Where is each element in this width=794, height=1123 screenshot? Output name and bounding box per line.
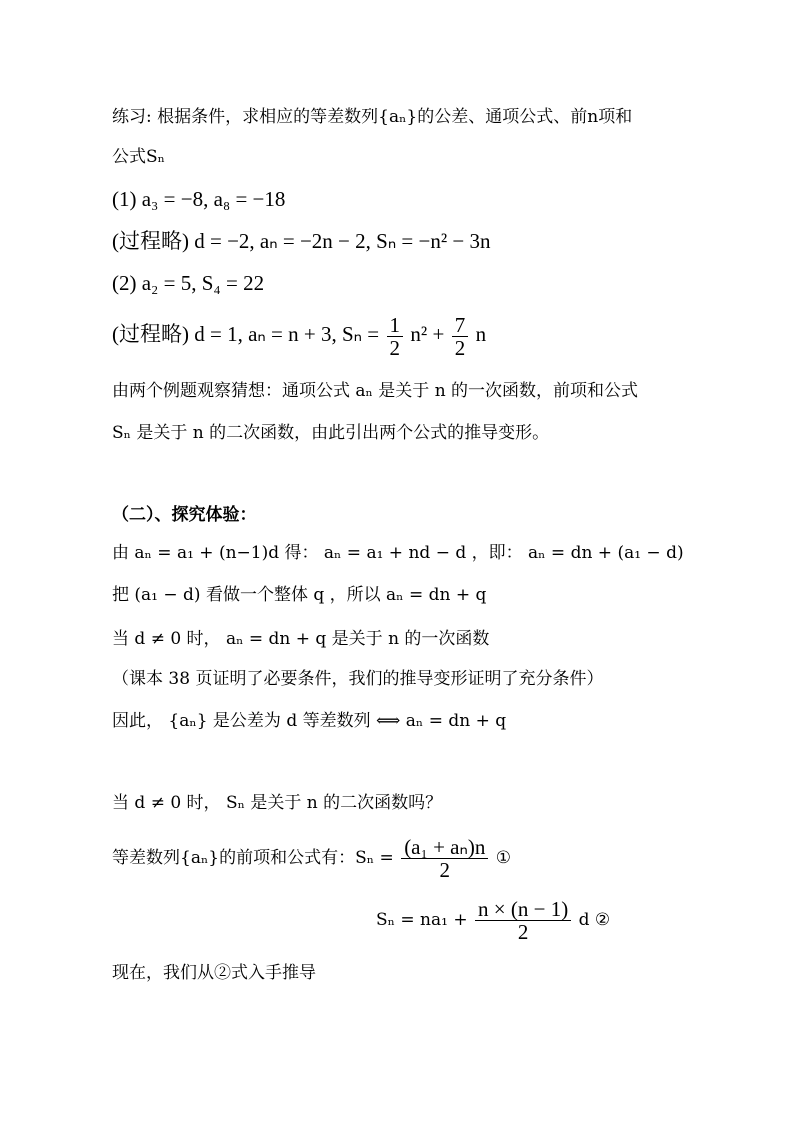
sum-formula-1-prefix: 等差数列{aₙ}的前项和公式有：Sₙ = xyxy=(112,848,394,868)
textbook-note: （课本 38 页证明了必要条件，我们的推导变形证明了充分条件） xyxy=(112,669,604,689)
exercise-1-answer xyxy=(112,228,491,256)
exercise-2-answer-tail: n xyxy=(475,322,487,346)
conclusion-line: 因此， {aₙ} 是公差为 d 等差数列 ⟺ aₙ = dn + q xyxy=(112,711,507,731)
exercise-1-given xyxy=(112,186,285,214)
conjecture-paragraph: 由两个例题观察猜想：通项公式 aₙ 是关于 n 的一次函数，前项和公式 xyxy=(112,381,639,401)
fraction-one-half: $\frac{1}{2}$ xyxy=(387,314,404,359)
exercise-1-answer-text: (过程略) d = −2, aₙ = −2n − 2, Sₙ = −n² − 3n xyxy=(112,229,491,253)
derivation-line-1: 由 aₙ = a₁ + (n−1)d 得： aₙ = a₁ + nd − d ，即： aₙ = dn + (a₁ − d) xyxy=(112,543,684,563)
formula-marker-1: ① xyxy=(495,848,512,868)
exercise-2-answer-mid: n² + xyxy=(410,322,445,346)
section-heading: （二）、探究体验： xyxy=(112,505,257,525)
exercise-1-given-text: (1) a₃ = −8, a₈ = −18 xyxy=(112,187,286,211)
next-step-line: 现在，我们从②式入手推导 xyxy=(112,963,316,983)
derivation-line-2: 把 (a₁ − d) 看做一个整体 q ，所以 aₙ = dn + q xyxy=(112,585,487,605)
exercise-intro: 练习: 根据条件，求相应的等差数列{aₙ}的公差、通项公式、前n项和 xyxy=(112,107,633,127)
exercise-2-given xyxy=(112,270,264,298)
conjecture-paragraph-continued: Sₙ 是关于 n 的二次函数，由此引出两个公式的推导变形。 xyxy=(112,423,550,443)
exercise-intro-continued: 公式Sₙ xyxy=(112,147,166,167)
exercise-2-answer xyxy=(112,314,486,359)
exercise-2-given-text: (2) a₂ = 5, S₄ = 22 xyxy=(112,271,265,295)
sum-formula-2-tail: d ② xyxy=(578,910,611,930)
question-line: 当 d ≠ 0 时， Sₙ 是关于 n 的二次函数吗？ xyxy=(112,793,443,813)
sum-formula-1 xyxy=(112,836,511,881)
sum-formula-2-prefix: Sₙ = na₁ + xyxy=(376,910,468,930)
fraction-seven-half: $\frac{7}{2}$ xyxy=(452,314,469,359)
exercise-2-answer-prefix: (过程略) d = 1, aₙ = n + 3, Sₙ = xyxy=(112,322,380,346)
sum-formula-2 xyxy=(376,898,610,943)
sum-formula-2-fraction: $\frac{n \times (n - 1)}{2}$ xyxy=(475,898,571,943)
sum-formula-1-fraction: $\frac{\text{(a₁ + aₙ)n}}{2}$ xyxy=(401,836,488,881)
derivation-line-3: 当 d ≠ 0 时， aₙ = dn + q 是关于 n 的一次函数 xyxy=(112,629,490,649)
